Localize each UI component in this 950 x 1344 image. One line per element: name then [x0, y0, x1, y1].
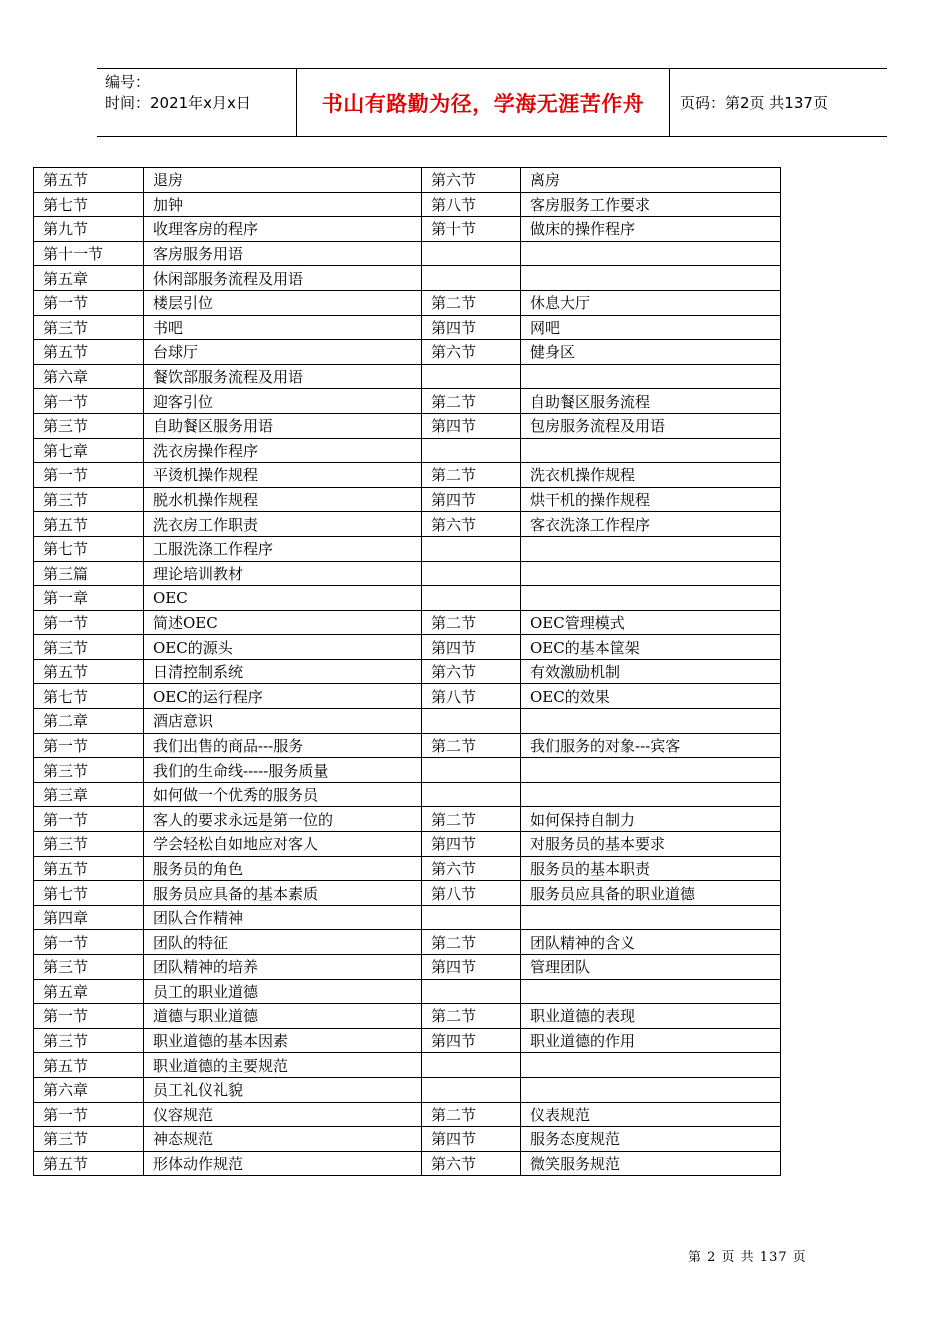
contents-table-body: [34, 168, 781, 1176]
section-number-2-cell: [422, 586, 521, 611]
table-row: [34, 290, 781, 315]
section-number-cell: 第一节: [34, 1004, 144, 1029]
section-title-2-cell: 休息大厅: [521, 290, 781, 315]
section-number-2-cell: 第四节: [422, 1028, 521, 1053]
section-number-cell: 第一节: [34, 389, 144, 414]
section-title-cell: 加钟: [144, 192, 422, 217]
section-title-cell: 仪容规范: [144, 1102, 422, 1127]
section-number-cell: 第三节: [34, 832, 144, 857]
table-row: [34, 512, 781, 537]
section-title-cell: 团队的特征: [144, 930, 422, 955]
table-row: [34, 709, 781, 734]
table-row: [34, 832, 781, 857]
page-header: [97, 68, 887, 137]
section-number-2-cell: 第四节: [422, 1127, 521, 1152]
section-number-2-cell: [422, 536, 521, 561]
section-title-2-cell: 微笑服务规范: [521, 1151, 781, 1176]
section-number-2-cell: 第四节: [422, 955, 521, 980]
table-row: [34, 217, 781, 242]
section-title-cell: 团队精神的培养: [144, 955, 422, 980]
table-row: [34, 1004, 781, 1029]
table-row: [34, 1151, 781, 1176]
section-title-cell: 学会轻松自如地应对客人: [144, 832, 422, 857]
section-number-2-cell: [422, 979, 521, 1004]
section-title-2-cell: 洗衣机操作规程: [521, 463, 781, 488]
section-number-2-cell: 第二节: [422, 463, 521, 488]
section-title-2-cell: 客衣洗涤工作程序: [521, 512, 781, 537]
section-title-cell: 职业道德的主要规范: [144, 1053, 422, 1078]
page-footer: 第 2 页 共 137 页: [688, 1250, 807, 1265]
table-row: [34, 266, 781, 291]
section-number-2-cell: 第十节: [422, 217, 521, 242]
table-row: [34, 635, 781, 660]
table-row: [34, 684, 781, 709]
time-label: 时间：2021年x月x日: [105, 94, 251, 112]
section-number-cell: 第五节: [34, 168, 144, 193]
section-title-cell: 员工的职业道德: [144, 979, 422, 1004]
section-title-2-cell: [521, 536, 781, 561]
table-row: [34, 487, 781, 512]
section-title-cell: 服务员的角色: [144, 856, 422, 881]
section-title-cell: 如何做一个优秀的服务员: [144, 782, 422, 807]
section-number-2-cell: 第二节: [422, 290, 521, 315]
table-row: [34, 659, 781, 684]
section-title-2-cell: [521, 905, 781, 930]
table-row: [34, 315, 781, 340]
section-title-cell: 餐饮部服务流程及用语: [144, 364, 422, 389]
section-number-2-cell: 第二节: [422, 1102, 521, 1127]
section-title-2-cell: [521, 1077, 781, 1102]
table-row: [34, 955, 781, 980]
section-title-2-cell: 管理团队: [521, 955, 781, 980]
section-number-2-cell: 第二节: [422, 389, 521, 414]
table-row: [34, 979, 781, 1004]
table-row: [34, 438, 781, 463]
section-title-2-cell: [521, 586, 781, 611]
section-number-cell: 第一节: [34, 733, 144, 758]
table-row: [34, 930, 781, 955]
table-row: [34, 241, 781, 266]
header-page-info: 页码：第2页 共137页: [680, 94, 828, 112]
table-row: [34, 1028, 781, 1053]
table-row: [34, 389, 781, 414]
section-title-cell: 服务员应具备的基本素质: [144, 881, 422, 906]
contents-table: [33, 167, 781, 1176]
section-number-2-cell: [422, 758, 521, 783]
section-number-cell: 第五节: [34, 512, 144, 537]
table-row: [34, 905, 781, 930]
header-motto: 书山有路勤为径，学海无涯苦作舟: [297, 69, 670, 136]
section-title-2-cell: [521, 709, 781, 734]
section-number-cell: 第三节: [34, 487, 144, 512]
section-title-cell: 客房服务用语: [144, 241, 422, 266]
section-title-cell: 我们出售的商品---服务: [144, 733, 422, 758]
section-number-cell: 第三章: [34, 782, 144, 807]
section-number-2-cell: [422, 561, 521, 586]
section-number-cell: 第五节: [34, 659, 144, 684]
section-number-cell: 第七节: [34, 684, 144, 709]
section-title-2-cell: 有效激励机制: [521, 659, 781, 684]
section-title-cell: 理论培训教材: [144, 561, 422, 586]
header-meta: [97, 69, 297, 136]
section-title-cell: OEC的运行程序: [144, 684, 422, 709]
section-title-cell: 员工礼仪礼貌: [144, 1077, 422, 1102]
section-number-cell: 第一节: [34, 930, 144, 955]
table-row: [34, 561, 781, 586]
table-row: [34, 610, 781, 635]
section-number-2-cell: [422, 438, 521, 463]
table-row: [34, 1053, 781, 1078]
section-title-cell: 职业道德的基本因素: [144, 1028, 422, 1053]
section-number-cell: 第一节: [34, 290, 144, 315]
section-number-cell: 第三节: [34, 758, 144, 783]
section-number-2-cell: 第六节: [422, 856, 521, 881]
section-title-2-cell: 自助餐区服务流程: [521, 389, 781, 414]
section-title-cell: OEC: [144, 586, 422, 611]
section-number-cell: 第七节: [34, 192, 144, 217]
table-row: [34, 758, 781, 783]
table-row: [34, 1102, 781, 1127]
section-number-cell: 第五节: [34, 856, 144, 881]
section-number-2-cell: 第二节: [422, 733, 521, 758]
table-row: [34, 192, 781, 217]
section-title-2-cell: 客房服务工作要求: [521, 192, 781, 217]
table-row: [34, 340, 781, 365]
section-number-cell: 第三节: [34, 1127, 144, 1152]
section-title-cell: 迎客引位: [144, 389, 422, 414]
section-title-cell: 洗衣房工作职责: [144, 512, 422, 537]
section-title-2-cell: 离房: [521, 168, 781, 193]
section-title-cell: 自助餐区服务用语: [144, 413, 422, 438]
section-number-cell: 第七节: [34, 881, 144, 906]
section-number-2-cell: 第六节: [422, 168, 521, 193]
section-number-2-cell: 第八节: [422, 192, 521, 217]
table-row: [34, 856, 781, 881]
section-number-2-cell: 第六节: [422, 659, 521, 684]
section-number-cell: 第三节: [34, 955, 144, 980]
section-number-2-cell: [422, 905, 521, 930]
section-title-2-cell: OEC的基本筐架: [521, 635, 781, 660]
section-number-cell: 第四章: [34, 905, 144, 930]
section-number-cell: 第五章: [34, 266, 144, 291]
section-title-2-cell: [521, 241, 781, 266]
section-number-cell: 第三节: [34, 635, 144, 660]
section-title-2-cell: 我们服务的对象---宾客: [521, 733, 781, 758]
section-number-cell: 第五节: [34, 1151, 144, 1176]
section-title-cell: 我们的生命线-----服务质量: [144, 758, 422, 783]
section-title-2-cell: [521, 979, 781, 1004]
section-title-cell: 退房: [144, 168, 422, 193]
table-row: [34, 536, 781, 561]
section-number-cell: 第七章: [34, 438, 144, 463]
section-title-cell: 洗衣房操作程序: [144, 438, 422, 463]
section-title-2-cell: OEC管理模式: [521, 610, 781, 635]
section-title-2-cell: [521, 561, 781, 586]
section-number-cell: 第三篇: [34, 561, 144, 586]
section-title-2-cell: 对服务员的基本要求: [521, 832, 781, 857]
table-row: [34, 364, 781, 389]
section-number-2-cell: 第二节: [422, 807, 521, 832]
section-number-cell: 第一节: [34, 1102, 144, 1127]
section-title-cell: 台球厅: [144, 340, 422, 365]
table-row: [34, 168, 781, 193]
section-number-2-cell: [422, 266, 521, 291]
section-title-2-cell: 健身区: [521, 340, 781, 365]
section-number-cell: 第五节: [34, 1053, 144, 1078]
table-row: [34, 1127, 781, 1152]
section-number-2-cell: 第八节: [422, 881, 521, 906]
section-number-cell: 第三节: [34, 413, 144, 438]
section-number-2-cell: 第六节: [422, 512, 521, 537]
table-row: [34, 782, 781, 807]
section-title-2-cell: 服务员的基本职责: [521, 856, 781, 881]
section-title-cell: 酒店意识: [144, 709, 422, 734]
section-title-2-cell: 服务员应具备的职业道德: [521, 881, 781, 906]
section-number-2-cell: [422, 364, 521, 389]
section-number-cell: 第六章: [34, 364, 144, 389]
section-title-2-cell: [521, 266, 781, 291]
section-title-2-cell: 职业道德的作用: [521, 1028, 781, 1053]
section-number-2-cell: [422, 709, 521, 734]
section-title-2-cell: 团队精神的含义: [521, 930, 781, 955]
section-title-cell: 书吧: [144, 315, 422, 340]
section-number-cell: 第三节: [34, 1028, 144, 1053]
section-number-cell: 第六章: [34, 1077, 144, 1102]
section-title-2-cell: 做床的操作程序: [521, 217, 781, 242]
number-label: 编号：: [105, 73, 151, 91]
section-title-2-cell: 职业道德的表现: [521, 1004, 781, 1029]
section-title-2-cell: OEC的效果: [521, 684, 781, 709]
section-number-2-cell: 第四节: [422, 487, 521, 512]
section-number-2-cell: [422, 1053, 521, 1078]
section-number-cell: 第一节: [34, 807, 144, 832]
section-number-2-cell: 第八节: [422, 684, 521, 709]
section-number-2-cell: 第四节: [422, 413, 521, 438]
section-number-2-cell: 第二节: [422, 610, 521, 635]
section-title-cell: OEC的源头: [144, 635, 422, 660]
table-row: [34, 586, 781, 611]
section-number-2-cell: 第二节: [422, 930, 521, 955]
section-title-2-cell: 仪表规范: [521, 1102, 781, 1127]
section-title-cell: 神态规范: [144, 1127, 422, 1152]
section-number-2-cell: [422, 1077, 521, 1102]
section-title-cell: 平烫机操作规程: [144, 463, 422, 488]
section-title-cell: 形体动作规范: [144, 1151, 422, 1176]
section-title-cell: 休闲部服务流程及用语: [144, 266, 422, 291]
section-number-cell: 第五节: [34, 340, 144, 365]
table-row: [34, 463, 781, 488]
table-row: [34, 807, 781, 832]
section-number-2-cell: 第四节: [422, 315, 521, 340]
section-number-2-cell: 第四节: [422, 832, 521, 857]
section-title-2-cell: 烘干机的操作规程: [521, 487, 781, 512]
section-number-2-cell: [422, 241, 521, 266]
section-title-2-cell: 如何保持自制力: [521, 807, 781, 832]
table-row: [34, 733, 781, 758]
section-number-cell: 第一章: [34, 586, 144, 611]
section-number-cell: 第十一节: [34, 241, 144, 266]
section-number-2-cell: 第六节: [422, 1151, 521, 1176]
section-title-2-cell: [521, 782, 781, 807]
section-title-cell: 日清控制系统: [144, 659, 422, 684]
section-title-cell: 脱水机操作规程: [144, 487, 422, 512]
section-title-cell: 简述OEC: [144, 610, 422, 635]
section-title-2-cell: [521, 1053, 781, 1078]
section-title-cell: 道德与职业道德: [144, 1004, 422, 1029]
table-row: [34, 413, 781, 438]
table-row: [34, 881, 781, 906]
section-number-cell: 第三节: [34, 315, 144, 340]
section-number-cell: 第五章: [34, 979, 144, 1004]
table-row: [34, 1077, 781, 1102]
section-title-2-cell: 网吧: [521, 315, 781, 340]
section-title-2-cell: 包房服务流程及用语: [521, 413, 781, 438]
section-title-2-cell: [521, 364, 781, 389]
section-title-cell: 客人的要求永远是第一位的: [144, 807, 422, 832]
section-title-cell: 工服洗涤工作程序: [144, 536, 422, 561]
section-number-2-cell: 第六节: [422, 340, 521, 365]
section-title-cell: 收理客房的程序: [144, 217, 422, 242]
section-number-cell: 第二章: [34, 709, 144, 734]
section-title-cell: 团队合作精神: [144, 905, 422, 930]
section-number-2-cell: [422, 782, 521, 807]
section-number-cell: 第九节: [34, 217, 144, 242]
section-number-2-cell: 第二节: [422, 1004, 521, 1029]
section-number-cell: 第一节: [34, 463, 144, 488]
section-number-cell: 第七节: [34, 536, 144, 561]
section-title-cell: 楼层引位: [144, 290, 422, 315]
section-number-cell: 第一节: [34, 610, 144, 635]
section-number-2-cell: 第四节: [422, 635, 521, 660]
section-title-2-cell: [521, 758, 781, 783]
section-title-2-cell: [521, 438, 781, 463]
section-title-2-cell: 服务态度规范: [521, 1127, 781, 1152]
